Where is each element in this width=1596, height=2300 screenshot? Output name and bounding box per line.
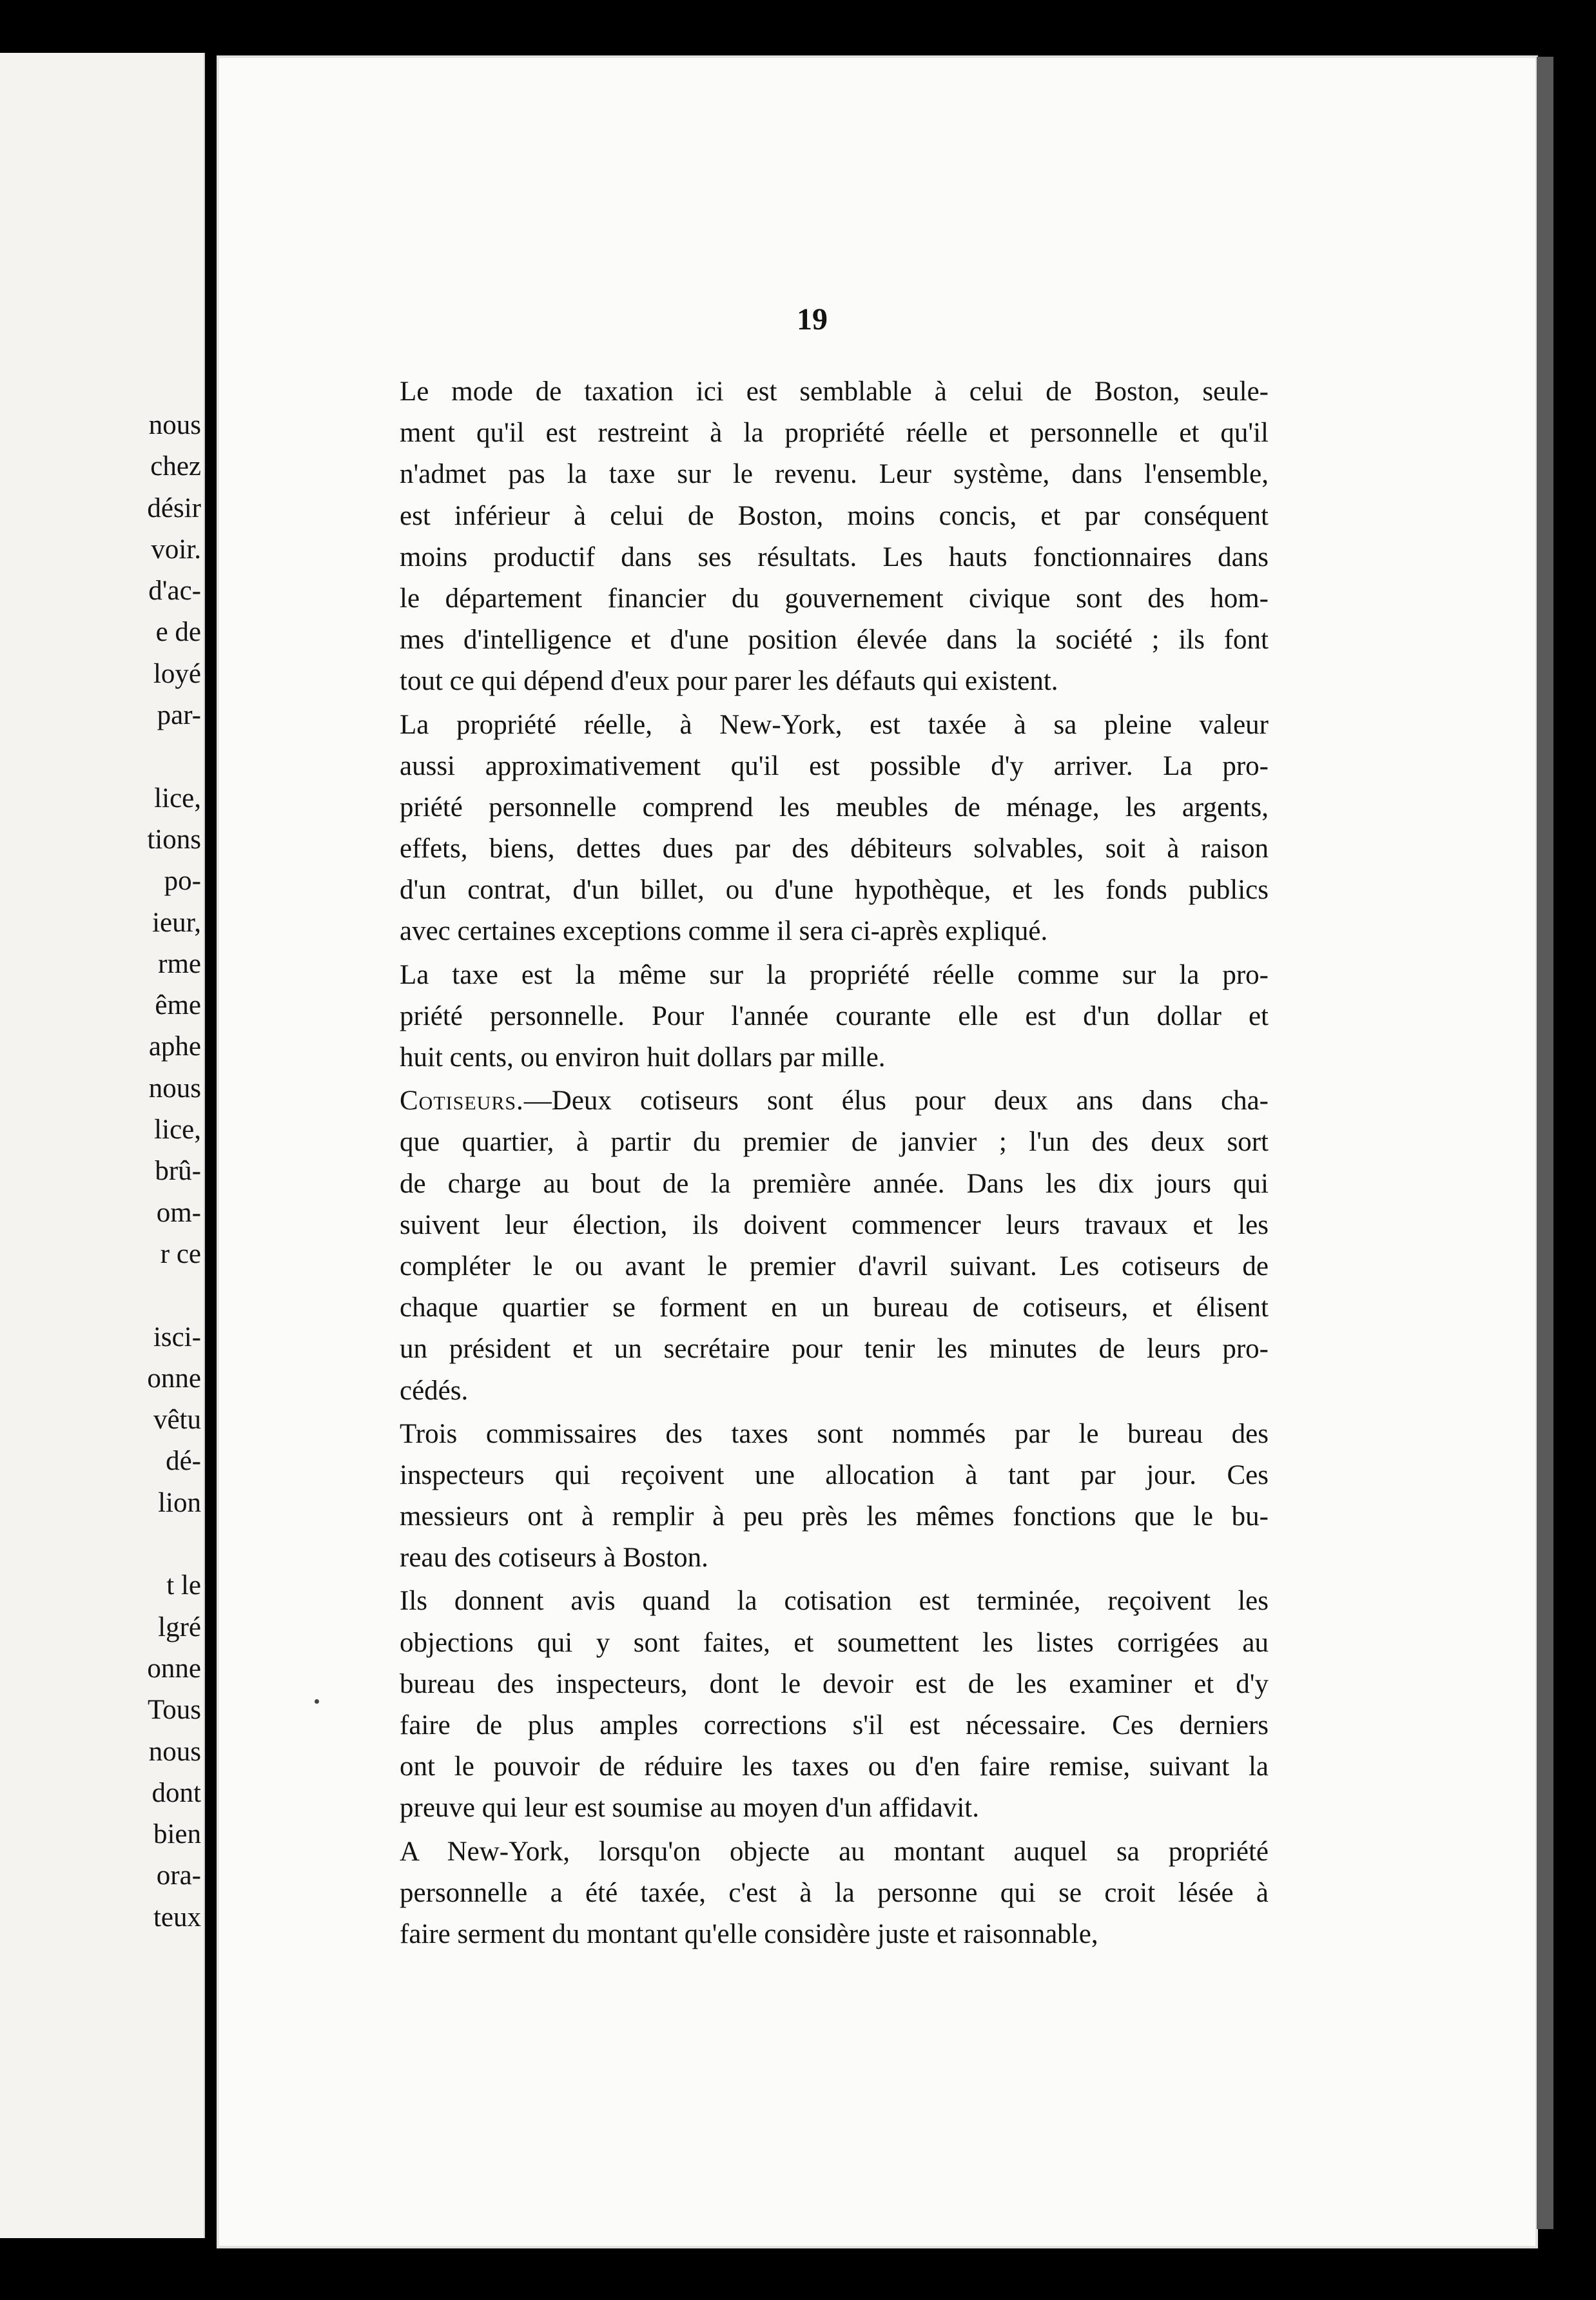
text-line: faire serment du montant qu'elle considère juste et raisonnable, [400,1918,1098,1949]
text-line: compléter le ou avant le premier d'avril suivant. Les cotiseurs de [400,1251,1269,1282]
left-page-fragment: nous [148,410,201,440]
text-line: n'admet pas la taxe sur le revenu. Leur système, dans l'ensemble, [400,459,1269,490]
left-page-fragment: lice, [154,1115,201,1145]
text-line: avec certaines exceptions comme il sera ci-après expliqué. [400,916,1048,947]
page-number: 19 [797,302,828,336]
text-line: tout ce qui dépend d'eux pour parer les défauts qui existent. [400,666,1058,697]
paragraph [362,1414,1269,1579]
left-page-fragment: bien [153,1819,201,1850]
left-page-fragment: rme [158,948,201,979]
paragraph [362,955,1269,1079]
text-line: suivent leur élection, ils doivent commencer leurs travaux et les [400,1209,1269,1240]
text-line: reau des cotiseurs à Boston. [400,1543,708,1574]
left-page-fragment: onne [147,1363,201,1394]
section-heading: Cotiseurs. [400,1086,524,1116]
text-line: chaque quartier se forment en un bureau de cotiseurs, et élisent [400,1292,1269,1323]
text-line: mes d'intelligence et d'une position élevée dans la société ; ils font [400,625,1269,656]
left-page-fragment: isci- [153,1321,201,1352]
text-line: ont le pouvoir de réduire les taxes ou d'en faire remise, suivant la [400,1751,1269,1782]
text-line: est inférieur à celui de Boston, moins concis, et par conséquent [400,500,1269,531]
paragraph [362,371,1269,703]
left-page-fragment: lice, [154,783,201,814]
paragraph [362,1080,1269,1412]
left-page-fragment [8,1524,201,1565]
left-page-fragment: ême [155,990,201,1021]
left-page-fragment: vêtu [153,1405,201,1436]
paragraph [362,705,1269,953]
left-page-fragment [8,1275,201,1316]
left-page-fragment: nous [148,1736,201,1767]
text-line: faire de plus amples corrections s'il est nécessaire. Ces derniers [400,1710,1269,1740]
left-page-fragment: lgré [158,1612,201,1642]
left-page-fragment: dont [151,1777,201,1808]
text-line: d'un contrat, d'un billet, ou d'une hypothèque, et les fonds publics [400,875,1269,906]
text-line: de charge au bout de la première année. Dans les dix jours qui [400,1168,1269,1199]
left-page-fragment: dé- [166,1446,201,1477]
text-line: Trois commissaires des taxes sont nommés par le bureau des [400,1418,1269,1449]
text-line: cédés. [400,1375,469,1406]
text-line: inspecteurs qui reçoivent une allocation à tant par jour. Ces [400,1459,1269,1490]
text-line: personnelle a été taxée, c'est à la personne qui se croit lésée à [400,1877,1269,1908]
left-page-fragment: r ce [160,1238,201,1269]
left-page-fragment: om- [156,1197,201,1228]
left-page-fragment: Tous [148,1695,201,1726]
left-page-fragment: onne [147,1653,201,1684]
left-page-fragment: voir. [151,534,201,565]
left-page-fragment: e de [155,617,201,648]
left-page-fragment: loyé [153,658,201,689]
body-text [362,371,1269,1957]
text-line: priété personnelle comprend les meubles de ménage, les argents, [400,792,1269,823]
text-line: un président et un secrétaire pour tenir les minutes de leurs pro- [400,1334,1269,1365]
text-line: Cotiseurs.—Deux cotiseurs sont élus pour deux ans dans cha- [400,1086,1269,1116]
left-page-fragment [8,736,201,777]
text-line: La propriété réelle, à New-York, est taxée à sa pleine valeur [400,709,1269,740]
text-line: A New-York, lorsqu'on objecte au montant auquel sa propriété [400,1836,1269,1867]
text-line: effets, biens, dettes dues par des débiteurs solvables, soit à raison [400,833,1269,864]
text-line: priété personnelle. Pour l'année courante elle est d'un dollar et [400,1000,1269,1031]
text-line: que quartier, à partir du premier de janvier ; l'un des deux sort [400,1127,1269,1158]
text-line: Ils donnent avis quand la cotisation est terminée, reçoivent les [400,1586,1269,1617]
page-edge-shadow [1537,57,1553,2229]
left-page-fragment: tions [147,824,201,855]
text-line: le département financier du gouvernement civique sont des hom- [400,583,1269,614]
left-page-fragment: teux [153,1902,201,1933]
left-page-fragment: désir [147,492,201,523]
left-page-fragment: t le [166,1570,201,1601]
text-line: objections qui y sont faites, et soumettent les listes corrigées au [400,1627,1269,1658]
paragraph [362,1831,1269,1956]
left-page-fragment: d'ac- [148,576,201,607]
scan-speck [315,1699,319,1704]
text-line: La taxe est la même sur la propriété réelle comme sur la pro- [400,959,1269,990]
left-page-fragment: lion [158,1487,201,1518]
left-page-fragment: nous [148,1073,201,1104]
text-line: preuve qui leur est soumise au moyen d'un affidavit. [400,1793,979,1824]
left-page-fragment: brû- [155,1156,201,1187]
paragraph [362,1581,1269,1829]
text-line: moins productif dans ses résultats. Les hauts fonctionnaires dans [400,541,1269,572]
left-page-fragment: ora- [156,1860,201,1891]
left-page-fragment: chez [150,451,201,482]
left-page-fragment: par- [157,700,201,731]
left-page-fragment: aphe [148,1031,201,1062]
left-page-fragment: po- [164,866,201,897]
text-line: ment qu'il est restreint à la propriété réelle et personnelle et qu'il [400,418,1269,449]
text-line: messieurs ont à remplir à peu près les mêmes fonctions que le bu- [400,1501,1269,1532]
text-line: aussi approximativement qu'il est possible d'y arriver. La pro- [400,750,1269,781]
text-line: bureau des inspecteurs, dont le devoir est de les examiner et d'y [400,1668,1269,1699]
left-facing-page [0,53,205,2238]
left-page-fragment: ieur, [152,907,201,938]
left-page-text-fragments [8,405,201,1938]
text-line: Le mode de taxation ici est semblable à celui de Boston, seule- [400,376,1269,407]
text-line: huit cents, ou environ huit dollars par mille. [400,1042,886,1073]
